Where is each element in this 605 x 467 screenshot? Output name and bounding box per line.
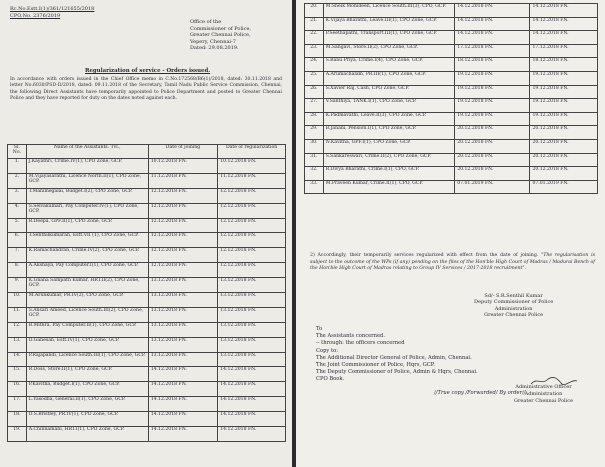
cell-date-joining: 12.12.2018 FN. [148, 248, 217, 263]
cell-sl-no: 27. [305, 99, 324, 113]
cell-date-regularization: 13.12.2018 FN. [218, 307, 286, 322]
table-row [8, 159, 286, 174]
cell-date-regularization: 12.12.2018 FN. [218, 218, 286, 233]
signature-line: Deputy Commissioner of Police [474, 299, 554, 306]
cell-date-joining: 12.12.2018 FN. [148, 203, 217, 218]
header-name: Name of the Assistants. Tvl., [26, 145, 148, 159]
rc-number: Rc.No.Estt.I(1)/361/121655/2018 [10, 6, 95, 12]
cell-sl-no: 20. [305, 4, 324, 18]
to-line: The Assistants concerned. [316, 333, 386, 340]
cell-assistant-name: K.Gnana Sampath Kumar, HRT.II(2), CPO Zone, GCP. [26, 278, 148, 293]
cell-date-regularization: 19.12.2018 FN. [530, 71, 598, 85]
table-row [8, 173, 286, 188]
table-row [8, 203, 286, 218]
cpo-number: CPO.No. 2376/2019 [10, 12, 61, 19]
cell-date-regularization: 13.12.2018 FN. [218, 322, 286, 337]
cell-date-joining: 17.12.2018 FN. [455, 44, 530, 58]
cell-sl-no: 6. [8, 233, 27, 248]
cell-date-regularization: 14.12.2018 FN. [218, 382, 286, 397]
copy-line: Copy to: [316, 348, 338, 354]
table-row [305, 58, 598, 72]
cell-date-joining: 20.12.2018 FN. [455, 139, 530, 153]
cell-sl-no: 15. [8, 367, 27, 382]
table-row [305, 180, 598, 194]
cell-date-regularization: 12.12.2018 FN. [218, 203, 286, 218]
table-row [8, 412, 286, 427]
para2-condition: "The regularisation is subject to the outcome of the WPs (if any) pending on the files of the Hon'ble High Court of Madras / Madurai Bench of the Hon'ble High Court of Madras relating to Group IV Services / 2017-2018 recruitment". [310, 253, 595, 272]
cell-assistant-name: R.Divya Bharathi, Crime.I(1), CPO, GCP. [323, 167, 454, 181]
cell-sl-no: 1. [8, 159, 27, 174]
table-header-row [8, 145, 286, 159]
cell-assistant-name: D.Ganesan, Estt.IV(1), CPO Zone, GCP. [26, 337, 148, 352]
cell-assistant-name: P.Rajapandi, Licence South.III(1), CPO Zone, GCP. [26, 352, 148, 367]
cell-date-joining: 18.12.2018 FN. [455, 58, 530, 72]
signature-block [474, 293, 553, 318]
para2-lead: 2) Accordingly, their temporarily services regularized with effect from the date of joining. [310, 253, 539, 258]
cell-date-regularization: 14.12.2018 FN. [530, 31, 598, 45]
cell-date-joining: 13.12.2018 FN. [148, 307, 217, 322]
cell-date-regularization: 14.12.2018 FN. [530, 4, 598, 18]
intro-paragraph: In accordance with orders issued in the Chief Office memo in C.No.172568/B6(1)/2018, dated: 30.11.2018 and letter No.6030/PSD-D/2018, dated: 09.11.2018 of the Secretary, Tamil Nadu Public Service Commission, Chennai, the following Direct Assistants have temporarily appointed to Police Department and posted to Greater Chennai Police and they have reported for duty on the dates noted against each. [10, 77, 282, 102]
cell-sl-no: 31. [305, 153, 324, 167]
cell-sl-no: 16. [8, 382, 27, 397]
cell-assistant-name: T.Manimegalai, Budget.I(2), CPO Zone, GCP. [26, 188, 148, 203]
cell-assistant-name: K.Ramachandran, Crime.IV(2), CPO Zone, GCP. [26, 248, 148, 263]
cell-date-joining: 12.12.2018 FN. [148, 188, 217, 203]
header-sl-no: Sl. No. [8, 145, 27, 159]
cell-assistant-name: K.Vijaya Bharathi, Leave.III(1), CPO Zone, GCP. [323, 17, 454, 31]
cell-sl-no: 5. [8, 218, 27, 233]
header-date-joining: Date of joining [148, 145, 217, 159]
document-page-right [296, 0, 605, 467]
table-row [8, 397, 286, 412]
assistants-table-part-1 [7, 144, 286, 442]
cell-date-joining: 19.12.2018 FN. [455, 71, 530, 85]
cell-sl-no: 2. [8, 173, 27, 188]
cell-date-regularization: 12.12.2018 FN. [218, 263, 286, 278]
office-line: Commissioner of Police, [190, 25, 251, 32]
copy-line: The Joint Commissioner of Police, Hqrs, GCP. [316, 362, 435, 368]
cell-date-joining: 14.12.2018 FN. [148, 427, 217, 442]
cell-assistant-name: J.Kayathri, Crime.IV(1), CPO Zone, GCP. [26, 159, 148, 174]
cell-assistant-name: K.Padmavathi, Leave.II(3), CPO Zone, GCP. [323, 112, 454, 126]
table-row [8, 248, 286, 263]
document-page-left [0, 0, 292, 467]
reference-numbers [10, 6, 94, 19]
office-line: Dated: 29.08.2019. [190, 45, 239, 52]
cell-assistant-name: M.Sangavi, Store.II(2), CPO Zone, GCP. [323, 44, 454, 58]
cell-date-joining: 20.12.2018 FN. [455, 153, 530, 167]
cell-assistant-name: D.S.Bristley, PR.IV(1), CPO Zone, GCP. [26, 412, 148, 427]
table-body-left [8, 159, 286, 442]
table-row [8, 233, 286, 248]
cell-date-joining: 19.12.2018 FN. [455, 99, 530, 113]
cell-date-joining: 14.12.2018 FN. [148, 382, 217, 397]
cell-assistant-name: L.Yasodha, General.II(1), CPO Zone, GCP. [26, 397, 148, 412]
cell-sl-no: 12. [8, 322, 27, 337]
cell-date-joining: 07.01.2019 FN. [455, 180, 530, 194]
table-row [305, 167, 598, 181]
table-row [305, 99, 598, 113]
cell-date-joining: 12.12.2018 FN. [148, 218, 217, 233]
table-row [8, 218, 286, 233]
cell-sl-no: 26. [305, 85, 324, 99]
cell-sl-no: 7. [8, 248, 27, 263]
cell-date-joining: 19.12.2018 FN. [455, 112, 530, 126]
cell-date-regularization: 17.12.2018 FN. [530, 44, 598, 58]
table-row [8, 263, 286, 278]
cell-sl-no: 9. [8, 278, 27, 293]
cell-date-regularization: 12.12.2018 FN. [218, 188, 286, 203]
cell-sl-no: 32. [305, 167, 324, 181]
cell-date-regularization: 14.12.2018 FN. [218, 412, 286, 427]
forwarded-note: //True copy /Forwarded/ By order// [434, 390, 526, 396]
table-row [305, 112, 598, 126]
copy-to-block [316, 348, 478, 383]
cell-date-joining: 13.12.2018 FN. [148, 352, 217, 367]
cell-date-joining: 12.12.2018 FN. [148, 233, 217, 248]
cell-sl-no: 29. [305, 126, 324, 140]
table-row [305, 71, 598, 85]
table-row [8, 293, 286, 308]
cell-sl-no: 19. [8, 427, 27, 442]
cell-date-regularization: 07.01.2019 FN. [530, 180, 598, 194]
copy-line: CPO Book. [316, 376, 345, 382]
cell-date-regularization: 13.12.2018 FN. [218, 293, 286, 308]
cell-date-joining: 14.12.2018 FN. [455, 4, 530, 18]
cell-assistant-name: A.Chinnamani, HRT.I(1), CPO Zone, GCP. [26, 427, 148, 442]
signature-line: Administration [494, 305, 533, 312]
cell-sl-no: 13. [8, 337, 27, 352]
table-row [8, 188, 286, 203]
cell-date-regularization: 12.12.2018 FN. [218, 233, 286, 248]
cell-date-regularization: 13.12.2018 FN. [218, 352, 286, 367]
cell-date-regularization: 14.12.2018 FN. [218, 367, 286, 382]
cell-assistant-name: S.Xavier Raj, Cash, CPO Zone, GCP. [323, 85, 454, 99]
cell-date-joining: 13.12.2018 FN. [148, 322, 217, 337]
stamp-line: Greater Chennai Police [514, 398, 574, 405]
cell-sl-no: 23. [305, 44, 324, 58]
to-line: -- through: the officers concerned [316, 340, 405, 347]
cell-sl-no: 22. [305, 31, 324, 45]
cell-sl-no: 21. [305, 17, 324, 31]
cell-date-joining: 14.12.2018 FN. [455, 31, 530, 45]
cell-sl-no: 28. [305, 112, 324, 126]
cell-date-regularization: 19.12.2018 FN. [530, 85, 598, 99]
cell-sl-no: 30. [305, 139, 324, 153]
cell-date-regularization: 20.12.2018 FN. [530, 153, 598, 167]
cell-date-joining: 13.12.2018 FN. [148, 278, 217, 293]
cell-date-regularization: 14.12.2018 FN. [530, 17, 598, 31]
cell-assistant-name: M.Praveen Kumar, Crime.II(1), CPO, GCP. [323, 180, 454, 194]
table-row [305, 85, 598, 99]
copy-line: The Additional Director General of Police, Admin, Chennai. [316, 355, 472, 361]
table-row [8, 427, 286, 442]
regularization-paragraph [310, 253, 595, 273]
cell-assistant-name: S.Sankareswari, Crime.II(2), CPO Zone, GCP. [323, 153, 454, 167]
stamp-line: Administrative Officer [515, 384, 572, 390]
cell-sl-no: 8. [8, 263, 27, 278]
cell-date-regularization: 10.12.2018 FN. [218, 159, 286, 174]
table-row [8, 322, 286, 337]
cell-date-joining: 14.12.2018 FN. [148, 397, 217, 412]
cell-date-joining: 19.12.2018 FN. [455, 85, 530, 99]
cell-sl-no: 4. [8, 203, 27, 218]
cell-date-regularization: 20.12.2018 FN. [530, 167, 598, 181]
table-row [305, 44, 598, 58]
to-line: To [316, 326, 323, 332]
cell-assistant-name: R.Deepa, GPF.II(1), CPO Zone, GCP. [26, 218, 148, 233]
cell-date-joining: 20.12.2018 FN. [455, 167, 530, 181]
cell-date-regularization: 20.12.2018 FN. [530, 126, 598, 140]
cell-sl-no: 14. [8, 352, 27, 367]
cell-assistant-name: B.Janani, Pension.I(1), CPO Zone, GCP. [323, 126, 454, 140]
cell-date-joining: 10.12.2018 FN. [148, 159, 217, 174]
cell-date-joining: 14.12.2018 FN. [148, 412, 217, 427]
cell-date-regularization: 11.12.2018 FN. [218, 173, 286, 188]
to-block [316, 326, 405, 348]
cell-date-regularization: 19.12.2018 FN. [530, 99, 598, 113]
table-row [305, 17, 598, 31]
table-row [305, 126, 598, 140]
office-line: Vepery, Chennai-7 [190, 38, 236, 45]
cell-date-regularization: 13.12.2018 FN. [218, 278, 286, 293]
table-row [8, 382, 286, 397]
cell-sl-no: 25. [305, 71, 324, 85]
cell-assistant-name: N.Kavitha, GPF.I(1), CPO Zone, GCP. [323, 139, 454, 153]
officer-stamp [514, 384, 573, 406]
table-row [8, 307, 286, 322]
cell-assistant-name: B.Mithra, Pay Computer.II(1), CPO Zone, GCP. [26, 322, 148, 337]
table-row [305, 31, 598, 45]
cell-date-joining: 12.12.2018 FN. [148, 263, 217, 278]
table-row [8, 337, 286, 352]
cell-assistant-name: M.Vijayasarathi, Licence North.II(1), CPO Zone, GCP. [26, 173, 148, 188]
cell-date-regularization: 20.12.2018 FN. [530, 139, 598, 153]
table-row [305, 153, 598, 167]
cell-assistant-name: A.Arumachalam, PR.III(1), CPO Zone, GCP. [323, 71, 454, 85]
cell-assistant-name: S.Ansari Ameed, Licence South.III(2), CPO Zone, GCP. [26, 307, 148, 322]
cell-assistant-name: S.Selvakumari, Pay Computer.IV(1), CPO Zone, GCP. [26, 203, 148, 218]
cell-date-regularization: 18.12.2018 FN. [530, 58, 598, 72]
cell-sl-no: 17. [8, 397, 27, 412]
signature-line: Greater Chennai Police [484, 311, 544, 318]
header-date-regularization: Date of regularization [218, 145, 286, 159]
cell-date-joining: 13.12.2018 FN. [148, 337, 217, 352]
table-row [8, 367, 286, 382]
cell-sl-no: 3. [8, 188, 27, 203]
cell-assistant-name: A.Akshaya, Pay Computer.I(1), CPO Zone, GCP. [26, 263, 148, 278]
cell-date-joining: 14.12.2018 FN. [148, 367, 217, 382]
cell-sl-no: 18. [8, 412, 27, 427]
cell-date-regularization: 19.12.2018 FN. [530, 112, 598, 126]
cell-assistant-name: M.Arunkumar, PR.IV(2), CPO Zone, GCP. [26, 293, 148, 308]
copy-line: The Deputy Commissioner of Police, Admin & Hqrs, Chennai. [316, 369, 478, 375]
cell-assistant-name: P.Seethapathi, Transport.III(1), CPO Zone, GCP. [323, 31, 454, 45]
cell-date-joining: 13.12.2018 FN. [148, 293, 217, 308]
cell-assistant-name: V.Santhiya, TANK.I(1), CPO Zone, GCP. [323, 99, 454, 113]
office-line: Office of the [190, 19, 222, 25]
cell-assistant-name: P.Kavitha, Budget.I(1), CPO Zone, GCP. [26, 382, 148, 397]
table-row [305, 4, 598, 18]
cell-date-regularization: 14.12.2018 FN. [218, 427, 286, 442]
cell-date-regularization: 12.12.2018 FN. [218, 248, 286, 263]
cell-date-joining: 20.12.2018 FN. [455, 126, 530, 140]
cell-assistant-name: T.Senthilkumaran, Estt.VII (1), CPO Zone, GCP. [26, 233, 148, 248]
table-row [305, 139, 598, 153]
table-row [8, 278, 286, 293]
table-row [8, 352, 286, 367]
stamp-line: Administration [524, 391, 563, 398]
table-body-right [305, 4, 598, 194]
cell-assistant-name: R.Doss, Store.II(1), CPO Zone, GCP. [26, 367, 148, 382]
cell-sl-no: 24. [305, 58, 324, 72]
cell-assistant-name: S.Banu Priya, Crime.I(4), CPO Zone, GCP. [323, 58, 454, 72]
office-address [190, 19, 251, 52]
signature-line: Sd/- S.R.Senthil Kumar [484, 293, 543, 299]
cell-sl-no: 10. [8, 293, 27, 308]
cell-sl-no: 33. [305, 180, 324, 194]
cell-assistant-name: M.Sheik Mohideen, Licence South.III(3), CPO, GCP. [323, 4, 454, 18]
cell-date-regularization: 14.12.2018 FN. [218, 397, 286, 412]
assistants-table-part-2 [304, 3, 598, 194]
cell-date-joining: 14.12.2018 FN. [455, 17, 530, 31]
cell-sl-no: 11. [8, 307, 27, 322]
cell-date-regularization: 13.12.2018 FN. [218, 337, 286, 352]
cell-date-joining: 11.12.2018 FN. [148, 173, 217, 188]
office-line: Greater Chennai Police, [190, 32, 251, 39]
subject-line: Regularization of service - Orders issued. [85, 68, 211, 74]
